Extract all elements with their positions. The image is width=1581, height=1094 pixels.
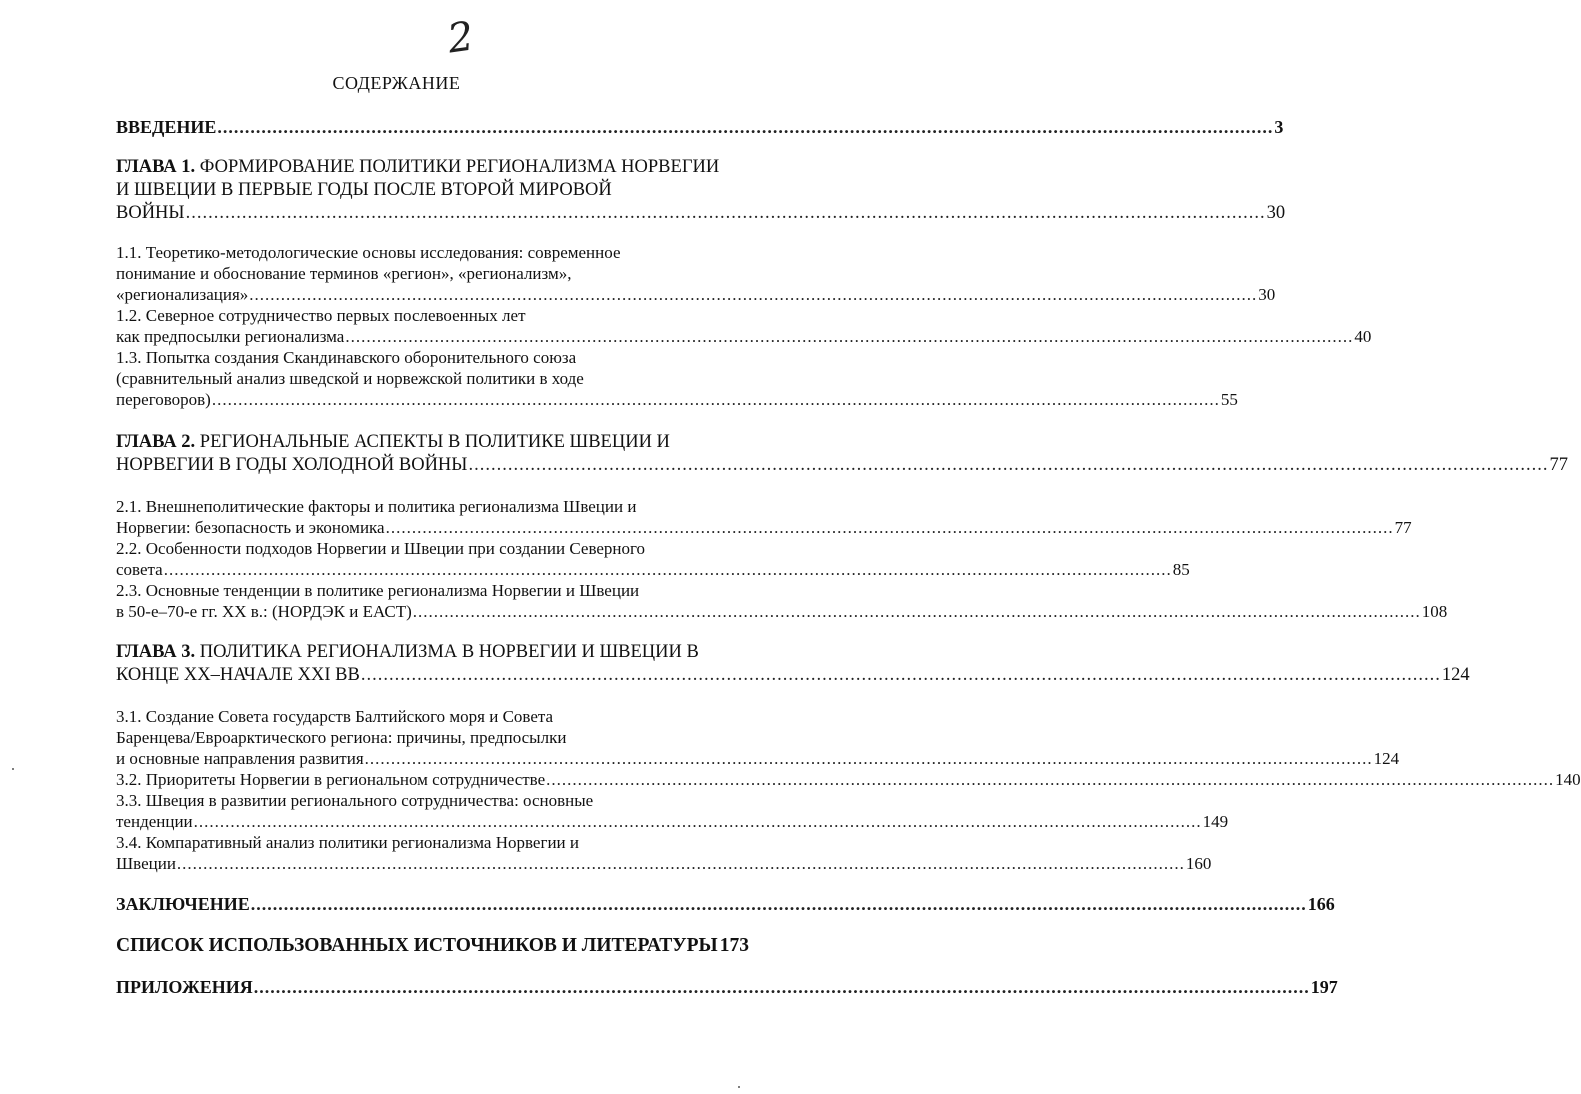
toc-entry-chapter-3[interactable] xyxy=(116,641,1470,687)
toc-entry-line: ПОЛИТИКА РЕГИОНАЛИЗМА В НОРВЕГИИ И ШВЕЦИИ В xyxy=(195,642,699,662)
toc-page-number: 85 xyxy=(1172,560,1190,579)
toc-entry-label: КОНЦЕ XX–НАЧАЛЕ XXI ВВ xyxy=(116,665,360,685)
toc-page-number: 149 xyxy=(1202,812,1229,831)
toc-title: СОДЕРЖАНИЕ xyxy=(332,73,461,93)
toc-page-number: 40 xyxy=(1354,327,1372,346)
toc-entry-line: 3.4. Компаративный анализ политики регионализма Норвегии и xyxy=(116,833,579,852)
leader-dots: ................................................................................................................................................................................................ xyxy=(211,390,1220,409)
leader-dots: ................................................................................................................................................................................................ xyxy=(345,327,1354,346)
toc-entry-label: СПИСОК ИСПОЛЬЗОВАННЫХ ИСТОЧНИКОВ И ЛИТЕРАТУРЫ xyxy=(116,935,718,956)
toc-page-number: 55 xyxy=(1220,390,1238,409)
toc-entry-line: 1.3. Попытка создания Скандинавского оборонительного союза xyxy=(116,348,577,367)
toc-entry-conclusion[interactable] xyxy=(116,894,1335,915)
toc-page-number: 77 xyxy=(1549,455,1568,475)
toc-entry-section-3-4[interactable] xyxy=(116,832,1212,874)
toc-entry-line: РЕГИОНАЛЬНЫЕ АСПЕКТЫ В ПОЛИТИКЕ ШВЕЦИИ И xyxy=(195,432,670,452)
leader-dots: ................................................................................................................................................................................................ xyxy=(412,602,1421,621)
toc-entry-label: тенденции xyxy=(116,812,193,831)
toc-entry-chapter-2[interactable] xyxy=(116,431,1568,477)
leader-dots: ................................................................................................................................................................................................ xyxy=(176,854,1185,873)
toc-entry-section-3-2[interactable] xyxy=(116,769,1581,790)
handwritten-page-number: 2 xyxy=(444,13,477,63)
toc-entry-bibliography[interactable] xyxy=(116,935,749,956)
leader-dots: ................................................................................................................................................................................................ xyxy=(468,455,1549,475)
leader-dots: ................................................................................................................................................................................................ xyxy=(364,749,1373,768)
chapter-number: ГЛАВА 1. xyxy=(116,157,196,177)
toc-entry-line: 2.1. Внешнеполитические факторы и политика регионализма Швеции и xyxy=(116,497,637,516)
toc-entry-section-3-1[interactable] xyxy=(116,706,1400,769)
toc-entry-chapter-1[interactable] xyxy=(116,156,1286,225)
toc-page-number: 30 xyxy=(1266,203,1286,223)
leader-dots: ................................................................................................................................................................................................ xyxy=(253,977,1310,997)
toc-page-number: 77 xyxy=(1394,518,1412,537)
toc-page-number: 124 xyxy=(1441,665,1470,685)
toc-entry-section-1-3[interactable] xyxy=(116,347,1238,410)
scan-speck xyxy=(738,1086,740,1088)
scan-speck xyxy=(12,768,14,770)
toc-entry-line: (сравнительный анализ шведской и норвежской политики в ходе xyxy=(116,369,584,388)
toc-entry-label: совета xyxy=(116,560,163,579)
toc-page-number: 166 xyxy=(1307,894,1335,914)
toc-entry-line: ФОРМИРОВАНИЕ ПОЛИТИКИ РЕГИОНАЛИЗМА НОРВЕГИИ xyxy=(195,157,720,177)
toc-entry-appendices[interactable] xyxy=(116,977,1338,998)
toc-entry-label: 3.2. Приоритеты Норвегии в региональном сотрудничестве xyxy=(116,770,546,789)
leader-dots: ................................................................................................................................................................................................ xyxy=(185,203,1266,223)
toc-entry-line: 3.3. Швеция в развитии регионального сотрудничества: основные xyxy=(116,791,594,810)
toc-entry-label: и основные направления развития xyxy=(116,749,364,768)
toc-entry-section-1-1[interactable] xyxy=(116,242,1276,305)
leader-dots: ................................................................................................................................................................................................ xyxy=(250,894,1307,914)
toc-page-number: 160 xyxy=(1185,854,1212,873)
toc-entry-introduction[interactable] xyxy=(116,117,1284,138)
leader-dots: ................................................................................................................................................................................................ xyxy=(193,812,1202,831)
leader-dots: ................................................................................................................................................................................................ xyxy=(249,285,1258,304)
toc-page-number: 108 xyxy=(1421,602,1448,621)
toc-entry-line: 2.2. Особенности подходов Норвегии и Швеции при создании Северного xyxy=(116,539,646,558)
toc-entry-section-2-2[interactable] xyxy=(116,538,1190,580)
toc-entry-label: ЗАКЛЮЧЕНИЕ xyxy=(116,894,250,914)
toc-page-number: 124 xyxy=(1373,749,1400,768)
toc-page-number: 3 xyxy=(1274,117,1284,137)
toc-entry-label: ВОЙНЫ xyxy=(116,203,185,223)
toc-entry-label: как предпосылки регионализма xyxy=(116,327,345,346)
toc-entry-section-1-2[interactable] xyxy=(116,305,1372,347)
toc-entry-line: И ШВЕЦИИ В ПЕРВЫЕ ГОДЫ ПОСЛЕ ВТОРОЙ МИРОВОЙ xyxy=(116,180,612,200)
leader-dots: ................................................................................................................................................................................................ xyxy=(360,665,1441,685)
toc-entry-label: переговоров) xyxy=(116,390,211,409)
toc-entry-line: 1.1. Теоретико-методологические основы исследования: современное xyxy=(116,243,621,262)
toc-entry-line: понимание и обоснование терминов «регион», «регионализм», xyxy=(116,264,572,283)
toc-entry-label: Швеции xyxy=(116,854,176,873)
toc-entry-label: ПРИЛОЖЕНИЯ xyxy=(116,977,253,997)
toc-page-number: 140 xyxy=(1555,770,1581,789)
chapter-number: ГЛАВА 2. xyxy=(116,432,196,452)
toc-entry-label: НОРВЕГИИ В ГОДЫ ХОЛОДНОЙ ВОЙНЫ xyxy=(116,455,468,475)
toc-page-number: 173 xyxy=(719,935,749,956)
leader-dots: ................................................................................................................................................................................................ xyxy=(163,560,1172,579)
toc-entry-section-3-3[interactable] xyxy=(116,790,1229,832)
leader-dots: ................................................................................................................................................................................................ xyxy=(217,117,1274,137)
toc-entry-section-2-1[interactable] xyxy=(116,496,1412,538)
toc-entry-label: «регионализация» xyxy=(116,285,249,304)
toc-page-number: 30 xyxy=(1258,285,1276,304)
chapter-number: ГЛАВА 3. xyxy=(116,642,196,662)
toc-entry-label: Норвегии: безопасность и экономика xyxy=(116,518,385,537)
toc-entry-line: 3.1. Создание Совета государств Балтийского моря и Совета xyxy=(116,707,554,726)
toc-entry-label: ВВЕДЕНИЕ xyxy=(116,117,217,137)
toc-entry-line: 2.3. Основные тенденции в политике регионализма Норвегии и Швеции xyxy=(116,581,640,600)
toc-entry-label: в 50-е–70-е гг. XX в.: (НОРДЭК и ЕАСТ) xyxy=(116,602,412,621)
toc-entry-line: Баренцева/Евроарктического региона: причины, предпосылки xyxy=(116,728,567,747)
toc-entry-line: 1.2. Северное сотрудничество первых послевоенных лет xyxy=(116,306,526,325)
leader-dots: ................................................................................................................................................................................................ xyxy=(385,518,1394,537)
toc-page-number: 197 xyxy=(1310,977,1338,997)
leader-dots: ................................................................................................................................................................................................ xyxy=(546,770,1555,789)
toc-entry-section-2-3[interactable] xyxy=(116,580,1448,622)
